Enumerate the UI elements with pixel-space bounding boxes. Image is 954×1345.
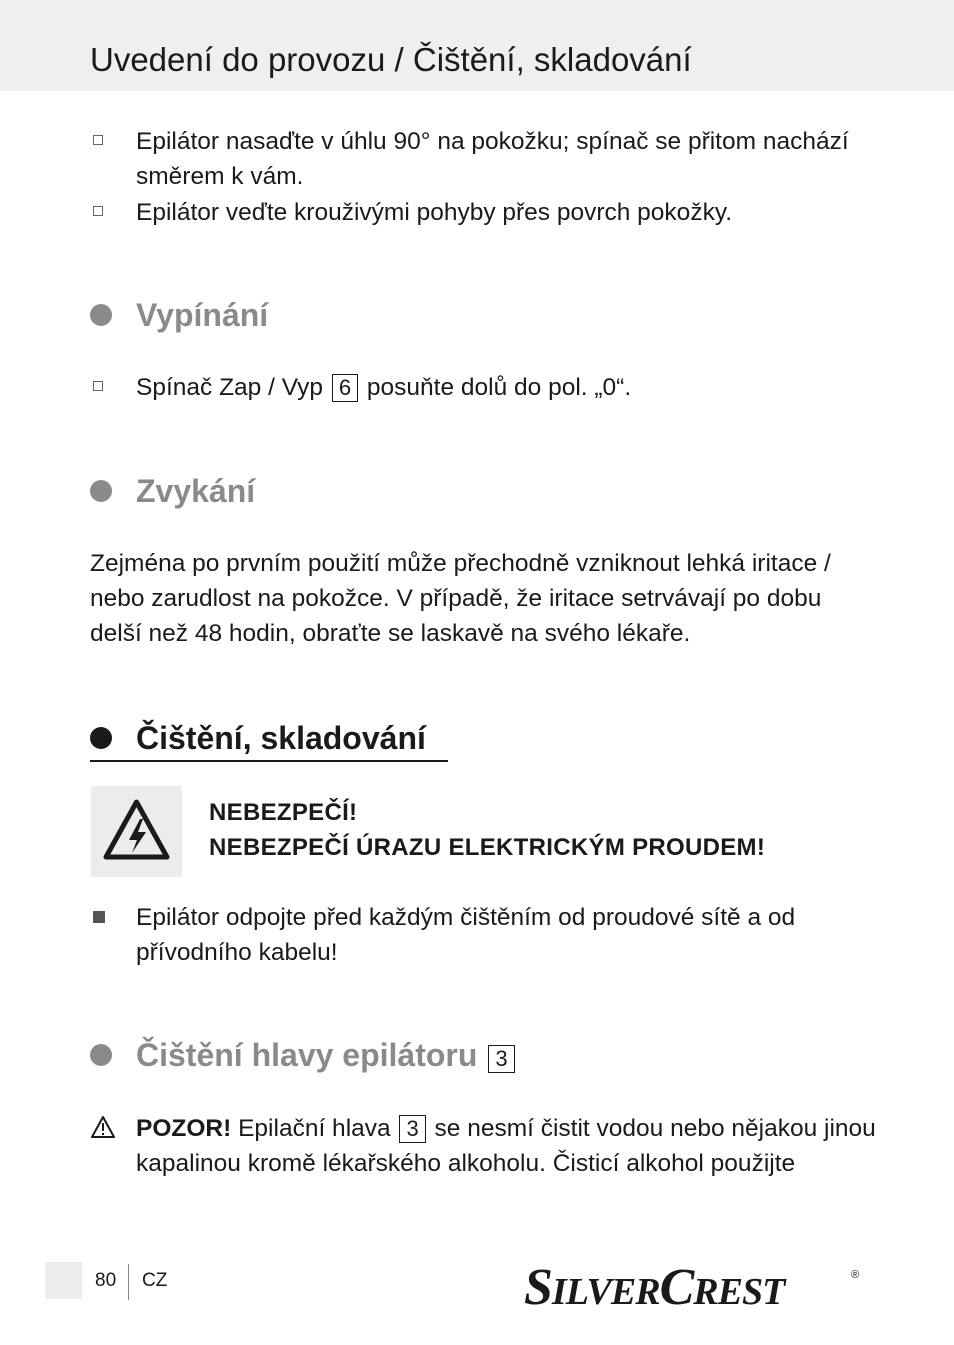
caution-text-start: Epilační hlava	[238, 1115, 391, 1142]
brand-letter: S	[524, 1259, 552, 1316]
list-item	[90, 195, 880, 230]
warning-title	[209, 795, 765, 865]
electric-shock-warning-icon	[91, 786, 182, 877]
list-item-text-start: Spínač Zap / Vyp	[136, 374, 324, 401]
bullet-dot-icon	[90, 727, 112, 749]
language-code: CZ	[142, 1270, 168, 1291]
checkbox-bullet-icon	[93, 381, 103, 391]
brand-letters: ILVER	[551, 1271, 660, 1313]
list-item-text-end: posuňte dolů do pol. „0“.	[366, 374, 632, 401]
list-item-text: Epilátor veďte krouživými pohyby přes povrch pokožky.	[136, 199, 733, 226]
paragraph: Zejména po prvním použití může přechodně vzniknout lehká iritace / nebo zarudlost na pokožce. V případě, že iritace setrvávají po dobu delší než 48 hodin, obraťte se laskavě na svého lékaře.	[90, 550, 831, 647]
part-reference: 3	[399, 1115, 425, 1143]
caution-note	[90, 1111, 880, 1181]
square-bullet-icon	[93, 911, 105, 923]
section-heading-text	[136, 1035, 517, 1075]
checkbox-bullet-icon	[93, 135, 103, 145]
section-heading-label: Čištění hlavy epilátoru	[136, 1037, 478, 1073]
warning-title-line-2: NEBEZPEČÍ ÚRAZU ELEKTRICKÝM PROUDEM!	[209, 834, 766, 861]
page-title: Uvedení do provozu / Čištění, skladování	[90, 41, 692, 78]
list-item	[90, 900, 880, 970]
list-item	[90, 370, 880, 405]
registered-mark: ®	[851, 1269, 860, 1281]
bullet-dot-icon	[90, 304, 112, 326]
section-heading-text: Vypínání	[136, 297, 269, 333]
footer-box	[45, 1262, 82, 1299]
brand-letters: REST	[693, 1271, 785, 1313]
warning-box	[91, 786, 182, 877]
caution-text	[136, 1111, 880, 1181]
list-item-text	[136, 370, 880, 405]
page-number: 80	[95, 1270, 117, 1291]
section-heading-text: Čištění, skladování	[136, 720, 426, 756]
list-item-text: Epilátor nasaďte v úhlu 90° na pokožku; spínač se přitom nachází směrem k vám.	[136, 128, 849, 190]
footer-divider	[128, 1264, 129, 1300]
checkbox-bullet-icon	[93, 206, 103, 216]
caution-label: POZOR!	[136, 1115, 232, 1142]
caution-text-end: se nesmí čistit vodou nebo nějakou jinou kapalinou kromě lékařského alkoholu. Čisticí alkohol použijte	[136, 1115, 876, 1177]
caution-triangle-icon	[90, 1115, 116, 1139]
warning-title-line-1: NEBEZPEČÍ!	[209, 799, 358, 826]
list-item	[90, 124, 880, 194]
bullet-dot-icon	[90, 480, 112, 502]
bullet-dot-icon	[90, 1044, 112, 1066]
part-reference: 6	[332, 374, 358, 402]
part-reference: 3	[488, 1045, 514, 1073]
brand-logo	[524, 1258, 784, 1314]
list-item-text: Epilátor odpojte před každým čištěním od proudové sítě a od přívodního kabelu!	[136, 904, 796, 966]
heading-underline	[90, 760, 448, 762]
section-heading-text: Zvykání	[136, 473, 256, 509]
brand-letter: C	[659, 1259, 694, 1316]
